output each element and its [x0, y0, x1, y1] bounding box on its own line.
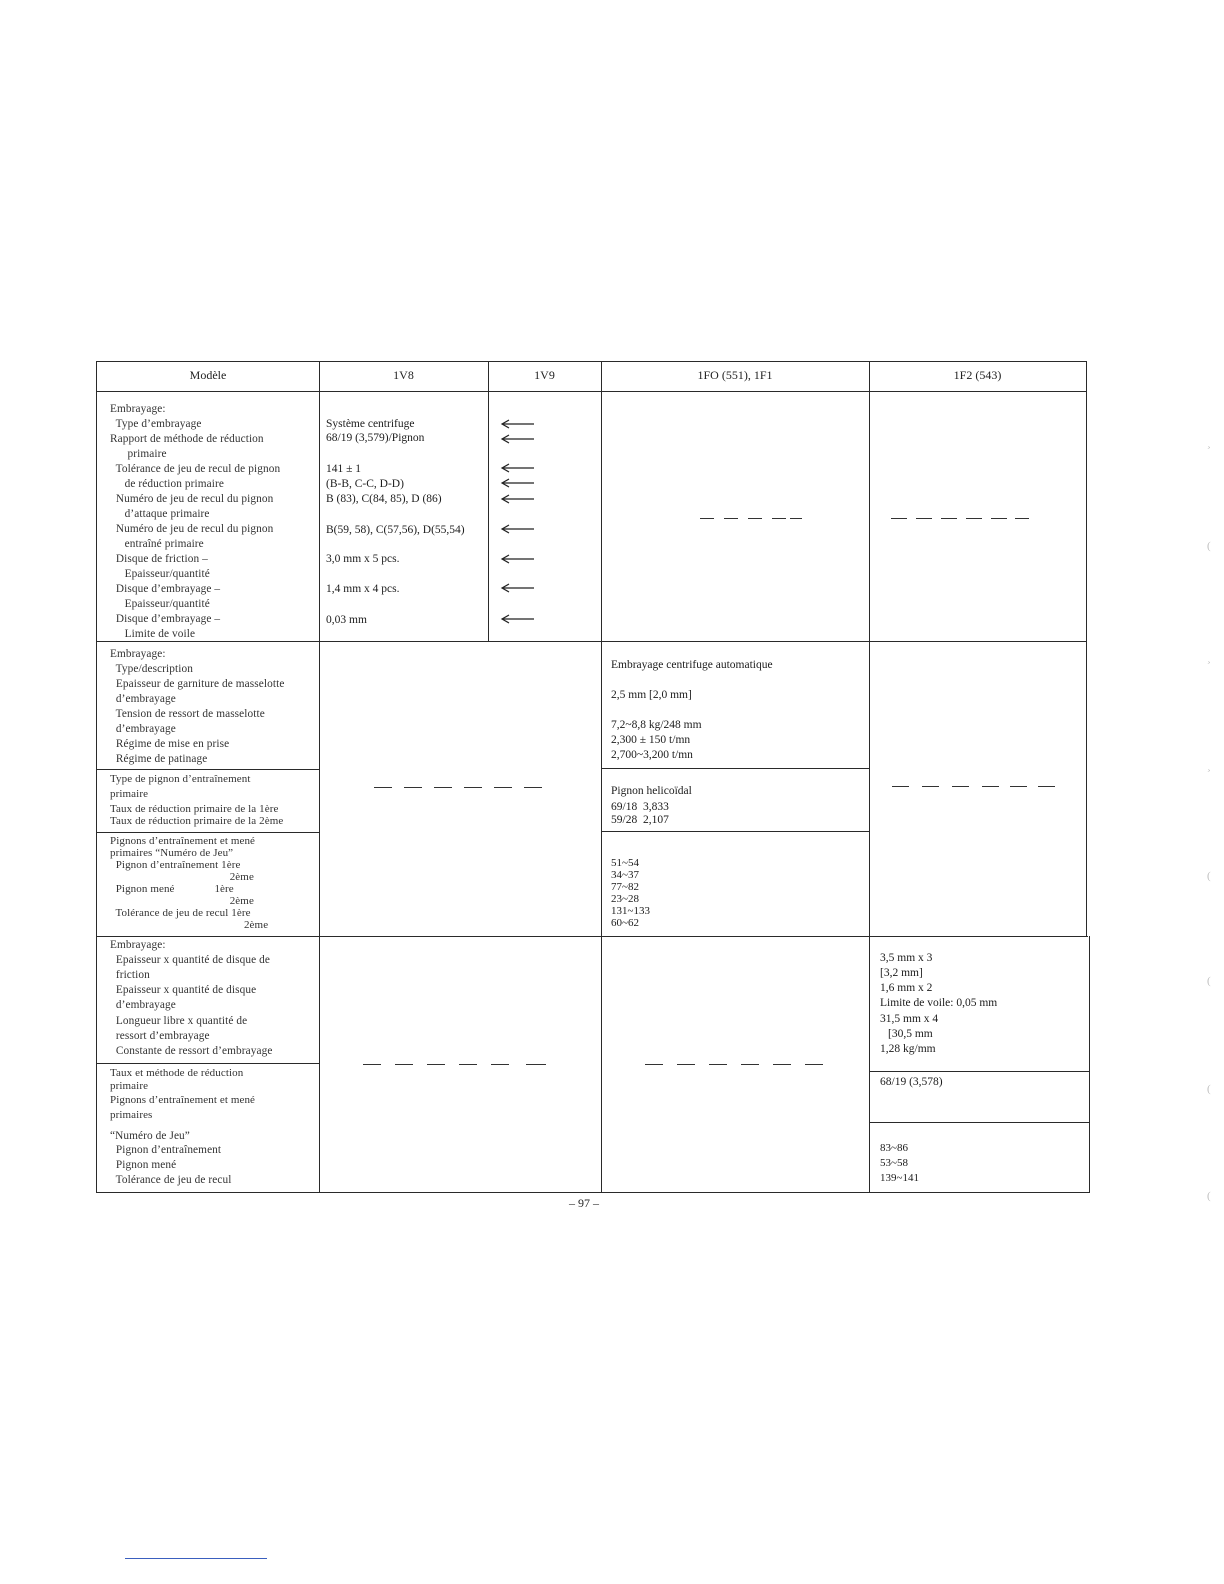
1f2-backlash: 139~141	[880, 1172, 919, 1184]
header-1v9: 1V9	[534, 368, 555, 382]
1f2-spring: 31,5 mm x 4	[880, 1013, 939, 1025]
label-line: Taux de réduction primaire de la 2ème	[110, 815, 284, 827]
pair-value: 51~54	[611, 857, 639, 869]
label-line: Disque d’embrayage –	[110, 583, 221, 595]
1v8-clutch-disc: 1,4 mm x 4 pcs.	[326, 583, 400, 595]
section1-bottom-rule	[96, 641, 1086, 642]
rule-clutch-gear-left	[96, 769, 319, 770]
header-1f2: 1F2 (543)	[953, 368, 1002, 382]
label-line: 2ème	[110, 919, 269, 931]
label-line: Rapport de méthode de réduction	[110, 433, 264, 445]
scan-edge-mark: (	[1207, 975, 1211, 987]
label-line: primaires	[110, 1109, 153, 1121]
1fo-clutch-type: Embrayage centrifuge automatique	[611, 659, 773, 671]
1v8-ratio: 68/19 (3,579)/Pignon	[326, 432, 425, 444]
label-line: 2ème	[110, 871, 254, 883]
1f2-friction: 3,5 mm x 3	[880, 952, 933, 964]
same-as-left-arrow-icon	[500, 478, 536, 488]
label-line: Type de pignon d’entraînement	[110, 773, 251, 785]
same-as-left-arrow-icon	[500, 614, 536, 624]
not-applicable-dashes	[363, 1064, 549, 1066]
label-line: Pignon mené	[110, 1159, 177, 1171]
label-line: Longueur libre x quantité de	[110, 1015, 248, 1027]
label-line: Régime de patinage	[110, 753, 208, 765]
section2-bottom-rule	[96, 936, 1088, 937]
label-line: Pignon mené 1ère	[110, 883, 234, 895]
1f2-disc: 1,6 mm x 2	[880, 982, 933, 994]
1v8-clutch-type: Système centrifuge	[326, 418, 415, 430]
pair-value: 23~28	[611, 893, 639, 905]
header-1fo-1f1: 1FO (551), 1F1	[697, 368, 773, 382]
1f2-friction-limit: [3,2 mm]	[880, 967, 923, 979]
label-line: Pignons d’entraînement et mené	[110, 1094, 256, 1106]
label-line: Type d’embrayage	[110, 418, 202, 430]
same-as-left-arrow-icon	[500, 463, 536, 473]
label-line: Embrayage:	[110, 403, 166, 415]
1fo-ratio-2nd: 59/28 2,107	[611, 814, 669, 826]
right-border	[1086, 361, 1087, 937]
table-top-rule	[96, 361, 1086, 362]
label-line: Epaisseur x quantité de disque de	[110, 954, 271, 966]
label-line: primaire	[110, 788, 149, 800]
same-as-left-arrow-icon	[500, 419, 536, 429]
not-applicable-dashes	[891, 518, 1031, 520]
scan-edge-mark: ¸	[1207, 437, 1211, 449]
rule-gear-pairs-1fo	[601, 831, 869, 832]
label-line: de réduction primaire	[110, 478, 224, 490]
label-line: friction	[110, 969, 150, 981]
pair-value: 77~82	[611, 881, 639, 893]
label-line: ressort d’embrayage	[110, 1030, 210, 1042]
label-line: Embrayage:	[110, 939, 166, 951]
1fo-slip-rpm: 2,700~3,200 t/mn	[611, 749, 693, 761]
1v8-driven-numbers: B(59, 58), C(57,56), D(55,54)	[326, 524, 465, 536]
header-bottom-rule	[96, 391, 1086, 392]
1fo-spring-tension: 7,2~8,8 kg/248 mm	[611, 719, 702, 731]
right-border-lower	[1089, 936, 1090, 1192]
label-line: primaires “Numéro de Jeu”	[110, 847, 234, 859]
label-line: Taux et méthode de réduction	[110, 1067, 244, 1079]
scan-edge-mark: ¸	[1207, 760, 1211, 772]
header-1v8: 1V8	[393, 368, 414, 382]
not-applicable-dashes	[892, 786, 1058, 788]
label-line: Epaisseur x quantité de disque	[110, 984, 257, 996]
label-line: Embrayage:	[110, 648, 166, 660]
pair-value: 34~37	[611, 869, 639, 881]
1v8-drive-numbers: B (83), C(84, 85), D (86)	[326, 493, 442, 505]
1f2-spring-limit: [30,5 mm	[888, 1028, 933, 1040]
label-line: Taux de réduction primaire de la 1ère	[110, 803, 279, 815]
1v8-tolerance-sets: (B-B, C-C, D-D)	[326, 478, 404, 490]
label-line: Régime de mise en prise	[110, 738, 230, 750]
label-line: d’embrayage	[110, 693, 176, 705]
label-line: Numéro de jeu de recul du pignon	[110, 523, 274, 535]
scan-edge-mark: (	[1207, 1083, 1211, 1095]
1f2-reduction: 68/19 (3,578)	[880, 1076, 943, 1088]
same-as-left-arrow-icon	[500, 554, 536, 564]
header-model: Modèle	[189, 368, 227, 382]
label-line: Disque de friction –	[110, 553, 208, 565]
same-as-left-arrow-icon	[500, 583, 536, 593]
not-applicable-dashes	[700, 518, 804, 520]
scan-edge-mark: (	[1207, 1190, 1211, 1202]
same-as-left-arrow-icon	[500, 434, 536, 444]
rule-clutch-red-1f2	[869, 1071, 1089, 1072]
left-border	[96, 361, 97, 1192]
label-line: d’embrayage	[110, 999, 176, 1011]
table-bottom-rule	[96, 1192, 1090, 1193]
label-line: Tolérance de jeu de recul 1ère	[110, 907, 251, 919]
1f2-drive-gear: 83~86	[880, 1142, 908, 1154]
col-divider-1v8-1v9	[488, 361, 489, 641]
same-as-left-arrow-icon	[500, 524, 536, 534]
label-line: “Numéro de Jeu”	[110, 1130, 190, 1142]
rule-gear-pairs-left	[96, 832, 319, 833]
1v8-tolerance: 141 ± 1	[326, 463, 362, 475]
label-line: Limite de voile	[110, 628, 196, 640]
label-line: Pignon d’entraînement 1ère	[110, 859, 241, 871]
1f2-warp-limit: Limite de voile: 0,05 mm	[880, 997, 998, 1009]
col-divider-label	[319, 361, 320, 1192]
label-line: Tolérance de jeu de recul	[110, 1174, 232, 1186]
rule-red-jeu-1f2	[869, 1122, 1089, 1123]
label-line: Epaisseur de garniture de masselotte	[110, 678, 285, 690]
pair-value: 131~133	[611, 905, 650, 917]
label-line: Tolérance de jeu de recul de pignon	[110, 463, 281, 475]
label-line: Pignons d’entraînement et mené	[110, 835, 256, 847]
label-line: Pignon d’entraînement	[110, 1144, 222, 1156]
scan-edge-mark: (	[1207, 540, 1211, 552]
col-divider-1fo-1f2	[869, 361, 870, 1192]
label-line: Disque d’embrayage –	[110, 613, 221, 625]
label-line: Constante de ressort d’embrayage	[110, 1045, 273, 1057]
rule-clutch-gear-1fo	[601, 768, 869, 769]
label-line: Numéro de jeu de recul du pignon	[110, 493, 274, 505]
same-as-left-arrow-icon	[500, 494, 536, 504]
1fo-engage-rpm: 2,300 ± 150 t/mn	[611, 734, 691, 746]
label-line: 2ème	[110, 895, 254, 907]
scan-edge-mark: (	[1207, 870, 1211, 882]
not-applicable-dashes	[645, 1064, 827, 1066]
1f2-driven-gear: 53~58	[880, 1157, 908, 1169]
1f2-spring-constant: 1,28 kg/mm	[880, 1043, 936, 1055]
footnote-rule	[125, 1558, 267, 1559]
not-applicable-dashes	[374, 787, 544, 789]
label-line: entraîné primaire	[110, 538, 204, 550]
label-line: d’embrayage	[110, 723, 176, 735]
label-line: Tension de ressort de masselotte	[110, 708, 265, 720]
scan-edge-mark: ¸	[1207, 652, 1211, 664]
1fo-ratio-1st: 69/18 3,833	[611, 801, 669, 813]
1fo-gear-type: Pignon helicoïdal	[611, 785, 692, 797]
page-number: – 97 –	[569, 1196, 599, 1210]
pair-value: 60~62	[611, 917, 639, 929]
label-line: Epaisseur/quantité	[110, 568, 210, 580]
label-line: Epaisseur/quantité	[110, 598, 210, 610]
1fo-lining-thickness: 2,5 mm [2,0 mm]	[611, 689, 692, 701]
rule-clutch-red-left	[96, 1063, 319, 1064]
label-line: primaire	[110, 448, 167, 460]
1v8-friction-disc: 3,0 mm x 5 pcs.	[326, 553, 400, 565]
col-divider-1v9-1fo	[601, 361, 602, 1192]
1v8-warp-limit: 0,03 mm	[326, 614, 367, 626]
label-line: Type/description	[110, 663, 194, 675]
label-line: primaire	[110, 1080, 149, 1092]
label-line: d’attaque primaire	[110, 508, 210, 520]
